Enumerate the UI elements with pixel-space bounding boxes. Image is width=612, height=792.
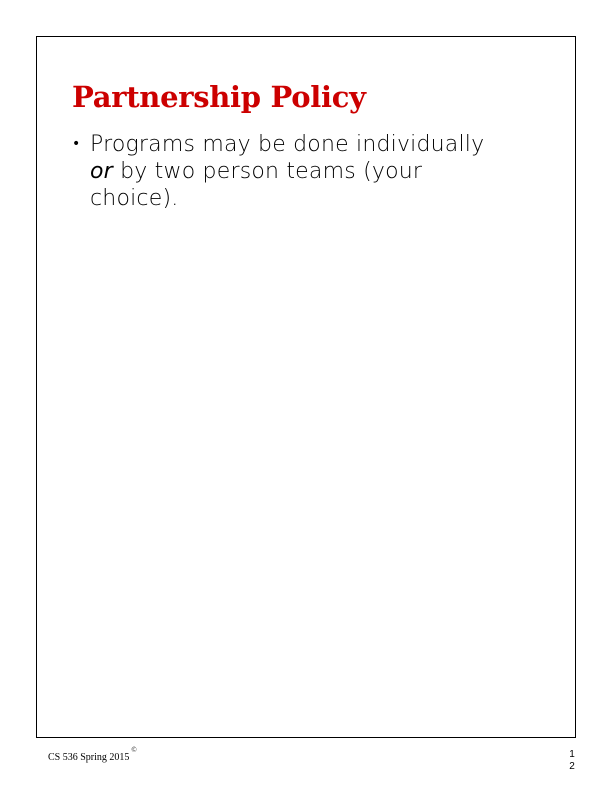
slide-title: Partnership Policy — [72, 80, 366, 114]
footer-course-text: CS 536 Spring 2015 — [48, 752, 130, 763]
copyright-icon: © — [131, 746, 137, 754]
bullet-line-1: Programs may be done individually — [90, 132, 485, 157]
page-number — [566, 749, 578, 773]
page-number-line-1: 1 — [569, 749, 575, 760]
bullet-dot-icon: • — [72, 136, 81, 152]
bullet-emphasis: or — [90, 159, 113, 184]
page-number-line-2: 2 — [569, 761, 575, 772]
bullet-line-2: by two person teams (your — [112, 159, 423, 184]
bullet-text — [90, 131, 512, 212]
footer-course-label — [48, 746, 137, 763]
bullet-line-3: choice). — [90, 186, 179, 211]
bullet-list — [72, 131, 512, 212]
bullet-item — [72, 131, 512, 212]
